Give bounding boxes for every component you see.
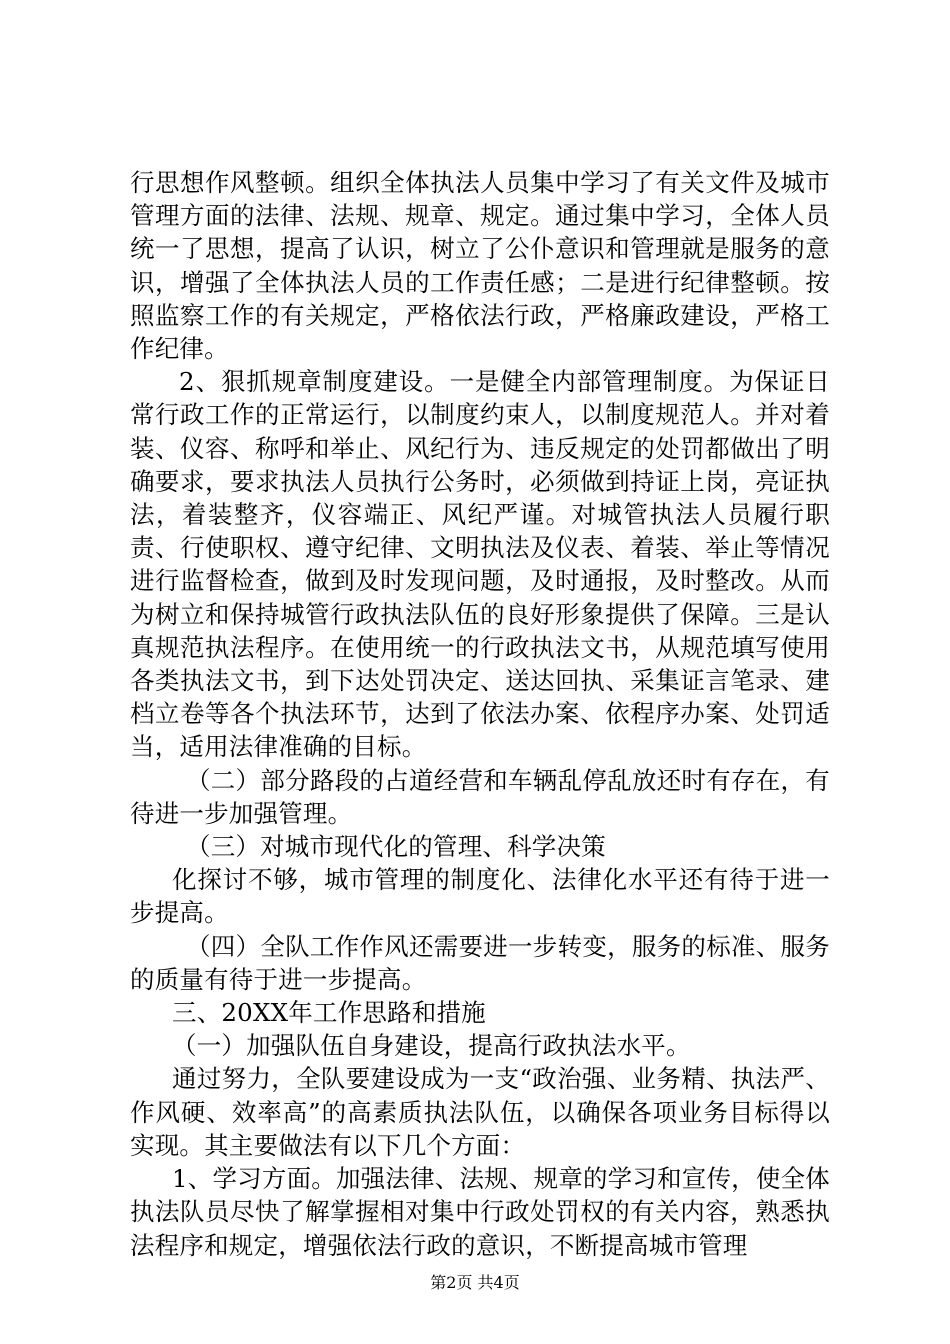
subheading-team-building: （一）加强队伍自身建设，提高行政执法水平。 — [172, 1031, 691, 1061]
paragraph-team-goal: 通过努力，全队要建设成为一支“政治强、业务精、执法严、作风硬、效率高”的高素质执法队伍，以确保各项业务目标得以实现。其主要做法有以下几个方面： — [130, 1064, 830, 1160]
paragraph-study: 1、学习方面。加强法律、法规、规章的学习和宣传，使全体执法队员尽快了解掌握相对集中行政处罚权的有关内容，熟悉执法程序和规定，增强依法行政的意识，不断提高城市管理 — [130, 1164, 830, 1260]
paragraph-rules-system: 2、狠抓规章制度建设。一是健全内部管理制度。为保证日常行政工作的正常运行，以制度约束人，以制度规范人。并对着装、仪容、称呼和举止、风纪行为、违反规定的处罚都做出了明确要求，要求执法人员执行公务时，必须做到持证上岗，亮证执法，着装整齐，仪容端正、风纪严谨。对城管执法人员履行职责、行使职权、遵守纪律、文明执法及仪表、着装、举止等情况进行监督检查，做到及时发现问题，及时通报，及时整改。从而为树立和保持城管行政执法队伍的良好形象提供了保障。三是认真规范执法程序。在使用统一的行政执法文书，从规范填写使用各类执法文书，到下达处罚决定、送达回执、采集证言笔录、建档立卷等各个执法环节，达到了依法办案、依程序办案、处罚适当，适用法律准确的目标。 — [130, 367, 830, 762]
paragraph-problem-three-cont: 化探讨不够，城市管理的制度化、法律化水平还有待于进一步提高。 — [130, 865, 830, 928]
paragraph-problem-four: （四）全队工作作风还需要进一步转变，服务的标准、服务的质量有待于进一步提高。 — [130, 931, 830, 994]
paragraph-problem-two: （二）部分路段的占道经营和车辆乱停乱放还时有存在，有待进一步加强管理。 — [130, 765, 830, 828]
paragraph-problem-three: （三）对城市现代化的管理、科学决策 — [186, 832, 606, 862]
section-heading-plan: 三、20XX年工作思路和措施 — [172, 998, 486, 1028]
paragraph-discipline-rectification: 行思想作风整顿。组织全体执法人员集中学习了有关文件及城市管理方面的法律、法规、规章、规定。通过集中学习，全体人员统一了思想，提高了认识，树立了公仆意识和管理就是服务的意识，增强了全体执法人员的工作责任感；二是进行纪律整顿。按照监察工作的有关规定，严格依法行政，严格廉政建设，严格工作纪律。 — [130, 168, 830, 364]
page-number: 第2页 共4页 — [430, 1273, 520, 1292]
document-body — [130, 166, 830, 1262]
